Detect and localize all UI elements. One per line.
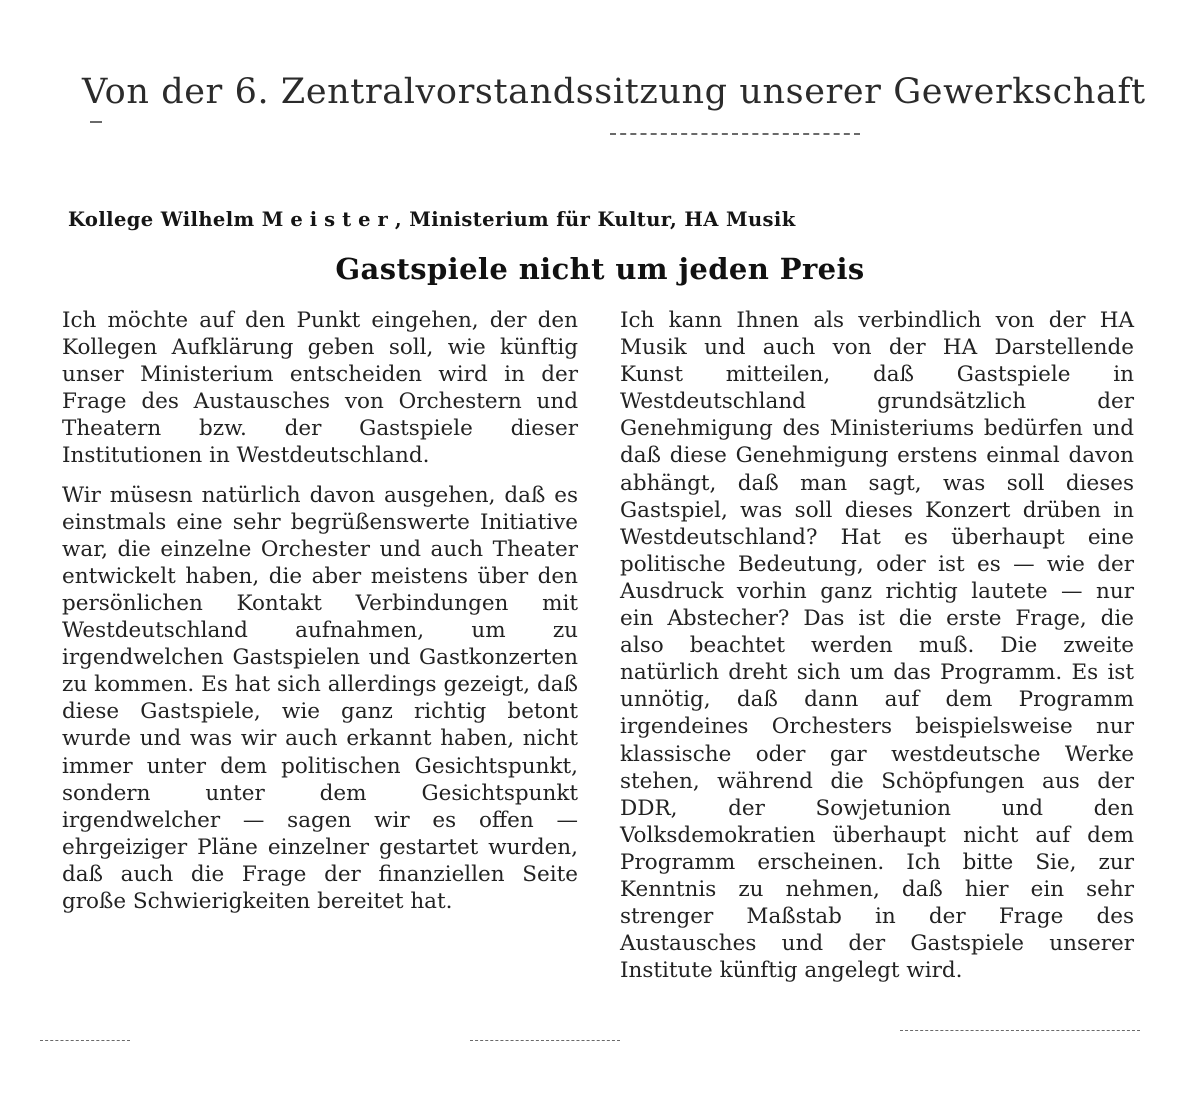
bottom-rule-right — [900, 1030, 1140, 1031]
left-paragraph-2: Wir müsesn natürlich davon ausgehen, daß es einstmals eine sehr begrüßenswerte Initiative war, die einzelne Orchester und auch Theater entwickelt haben, die aber meistens über den persönlichen Kontakt Verbindungen mit Westdeutschland aufnahmen, um zu irgendwelchen Gastspielen und Gastkonzerten zu kommen. Es hat sich allerdings gezeigt, daß diese Gastspiele, wie ganz richtig betont wurde und was wir auch erkannt haben, nicht immer unter dem politischen Gesichtspunkt, sondern unter dem Gesichtspunkt irgendwelcher — sagen wir es offen — ehrgeiziger Pläne einzelner gestartet wurden, daß auch die Frage der finanziellen Seite große Schwierigkeiten bereitet hat. — [62, 482, 578, 914]
article-title: Gastspiele nicht um jeden Preis — [335, 252, 865, 286]
headline-rule — [610, 133, 860, 135]
left-paragraph-1: Ich möchte auf den Punkt eingehen, der den Kollegen Aufklärung geben soll, wie künftig unser Ministerium entscheiden wird in der Frage des Austausches von Orchestern und Theatern bzw. der Gastspiele dieser Institutionen in Westdeutschland. — [62, 308, 578, 469]
byline-name: Meister — [261, 208, 395, 231]
bottom-rule-center — [470, 1040, 620, 1041]
right-paragraph-1: Ich kann Ihnen als verbindlich von der HA Musik und auch von der HA Darstellende Kunst mitteilen, daß Gastspiele in Westdeutschland grundsätzlich der Genehmigung des Ministeriums bedürfen und daß diese Genehmigung erstens einmal davon abhängt, daß man sagt, was soll dieses Gastspiel, was soll dieses Konzert drüben in Westdeutschland? Hat es überhaupt eine politische Bedeutung, oder ist es — wie der Ausdruck vorhin ganz richtig lautete — nur ein Abstecher? Das ist die erste Frage, die also beachtet werden muß. Die zweite natürlich dreht sich um das Programm. Es ist unnötig, daß dann auf dem Programm irgendeines Orchesters beispielsweise nur klassische oder gar westdeutsche Werke stehen, während die Schöpfungen aus der DDR, der Sowjetunion und den Volksdemokratien überhaupt nicht auf dem Programm erscheinen. Ich bitte Sie, zur Kenntnis zu nehmen, daß hier ein sehr strenger Maßstab in der Frage des Austausches und der Gastspiele unserer Institute künftig angelegt wird. — [620, 308, 1134, 984]
left-column — [62, 307, 578, 915]
byline — [68, 208, 968, 231]
headline-underline — [90, 121, 102, 123]
section-headline: Von der 6. Zentralvorstandssitzung unserer Gewerkschaft — [82, 72, 1146, 112]
byline-affiliation: , Ministerium für Kultur, HA Musik — [394, 208, 796, 231]
bottom-rule-left — [40, 1040, 130, 1041]
byline-prefix: Kollege Wilhelm — [68, 208, 262, 231]
right-column — [620, 307, 1134, 984]
